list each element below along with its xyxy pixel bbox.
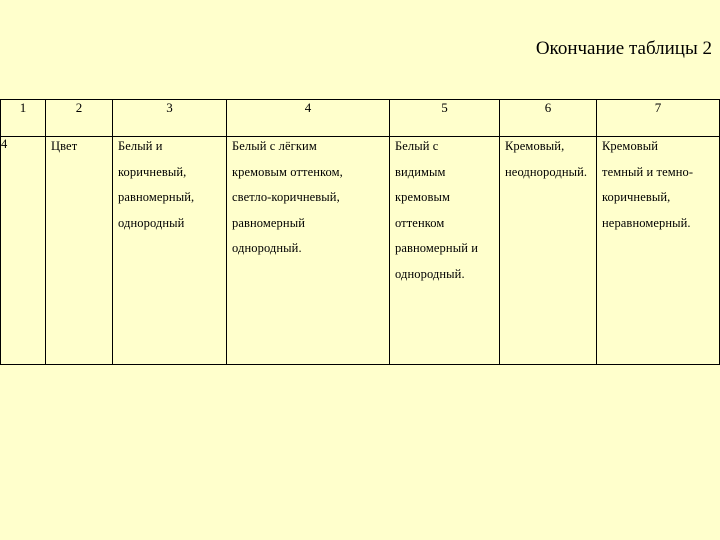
cell-line: коричневый, xyxy=(118,164,187,179)
cell-line: равномерный, xyxy=(118,190,195,204)
cell-line: кремовым xyxy=(395,190,451,204)
cell-line: Белый и xyxy=(118,139,163,153)
description-cell-5 xyxy=(390,137,500,365)
column-number-6: 6 xyxy=(500,100,597,137)
cell-line: видимым xyxy=(395,164,446,179)
column-number-7: 7 xyxy=(597,100,720,137)
cell-line: Кремовый, xyxy=(505,139,565,153)
column-number-3: 3 xyxy=(113,100,227,137)
row-number-cell xyxy=(1,137,46,365)
property-cell xyxy=(46,137,113,365)
cell-line: однородный xyxy=(118,215,185,230)
column-number-5: 5 xyxy=(390,100,500,137)
cell-line: оттенком xyxy=(395,215,445,230)
cell-line: Белый с xyxy=(395,139,439,153)
description-cell-3 xyxy=(113,137,227,365)
data-table xyxy=(0,99,720,365)
property-name: Цвет xyxy=(51,139,78,153)
row-number: 4 xyxy=(1,137,8,151)
description-cell-7 xyxy=(597,137,720,365)
column-number-4: 4 xyxy=(227,100,390,137)
cell-line: Белый с лёгким xyxy=(232,139,317,153)
cell-line: светло-коричневый, xyxy=(232,190,340,204)
table-caption: Окончание таблицы 2 xyxy=(535,38,712,59)
cell-line: неоднородный. xyxy=(505,164,588,179)
cell-line: коричневый, xyxy=(602,190,671,204)
header-row xyxy=(1,100,720,137)
cell-line: однородный. xyxy=(395,266,465,281)
cell-line: равномерный и xyxy=(395,241,479,255)
table-row xyxy=(1,137,720,365)
cell-line: темный и темно- xyxy=(602,164,694,179)
cell-line: кремовым оттенком, xyxy=(232,164,343,179)
cell-line: неравномерный. xyxy=(602,215,691,230)
description-cell-6 xyxy=(500,137,597,365)
cell-line: однородный. xyxy=(232,241,302,255)
description-cell-4 xyxy=(227,137,390,365)
cell-line: равномерный xyxy=(232,215,305,230)
column-number-1: 1 xyxy=(1,100,46,137)
cell-line: Кремовый xyxy=(602,139,659,153)
column-number-2: 2 xyxy=(46,100,113,137)
